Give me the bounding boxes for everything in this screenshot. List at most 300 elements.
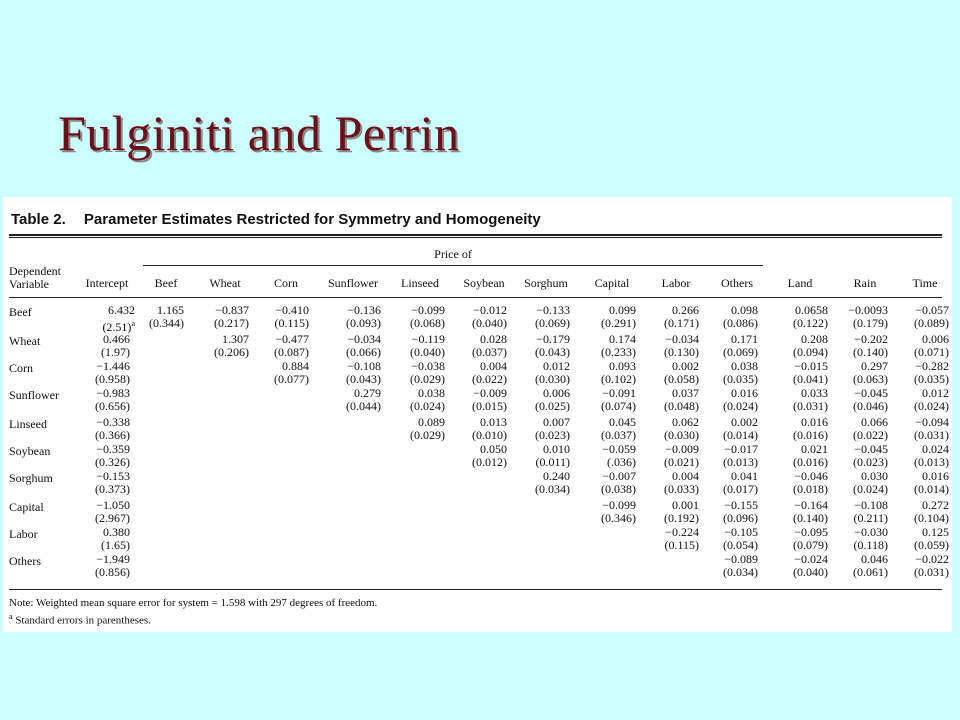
cell-standard-error bbox=[914, 539, 949, 552]
cell-estimate: −0.034 bbox=[347, 332, 381, 346]
cell-standard-error bbox=[214, 317, 249, 330]
cell-estimate: −0.155 bbox=[724, 498, 758, 512]
cell-standard-error bbox=[793, 512, 828, 525]
table-cell bbox=[535, 333, 570, 359]
cell-standard-error-value: (0.022) bbox=[853, 428, 888, 442]
cell-estimate: 0.012 bbox=[543, 359, 570, 373]
cell-standard-error-value: (0.035) bbox=[914, 372, 949, 386]
cell-standard-error bbox=[853, 346, 888, 359]
cell-estimate: 0.002 bbox=[672, 359, 699, 373]
table-cell bbox=[274, 304, 309, 330]
cell-estimate: 0.030 bbox=[861, 469, 888, 483]
cell-standard-error bbox=[723, 429, 758, 442]
cell-estimate: −0.038 bbox=[411, 359, 445, 373]
cell-standard-error bbox=[793, 346, 828, 359]
cell-standard-error bbox=[723, 400, 758, 413]
cell-estimate: 0.050 bbox=[480, 442, 507, 456]
cell-standard-error-value: (0.096) bbox=[723, 511, 758, 525]
table-cell bbox=[472, 443, 507, 469]
cell-standard-error bbox=[472, 373, 507, 386]
cell-standard-error-value: (0.089) bbox=[914, 316, 949, 330]
table-cell bbox=[914, 499, 949, 525]
row-label: Sunflower bbox=[9, 388, 59, 402]
cell-standard-error bbox=[723, 317, 758, 330]
row-label: Wheat bbox=[9, 334, 41, 348]
cell-standard-error bbox=[214, 346, 249, 359]
cell-standard-error bbox=[95, 566, 130, 579]
cell-standard-error bbox=[664, 483, 699, 496]
cell-standard-error bbox=[410, 400, 445, 413]
cell-standard-error bbox=[410, 373, 445, 386]
table-cell bbox=[793, 443, 828, 469]
cell-standard-error bbox=[95, 456, 130, 469]
cell-standard-error bbox=[149, 317, 184, 330]
cell-standard-error-value: (0.344) bbox=[149, 316, 184, 330]
cell-standard-error bbox=[95, 400, 130, 413]
cell-estimate: −0.477 bbox=[275, 332, 309, 346]
cell-estimate: −0.012 bbox=[473, 303, 507, 317]
cell-estimate: −1.446 bbox=[96, 359, 130, 373]
column-header: Intercept bbox=[85, 276, 129, 290]
cell-standard-error-value: (0.130) bbox=[664, 345, 699, 359]
cell-standard-error bbox=[793, 373, 828, 386]
table-cell bbox=[723, 470, 758, 496]
cell-estimate: −0.153 bbox=[96, 469, 130, 483]
cell-standard-error-value: (0.068) bbox=[410, 316, 445, 330]
table-cell bbox=[664, 499, 699, 525]
table-cell bbox=[853, 470, 888, 496]
cell-standard-error-value: (0.016) bbox=[793, 428, 828, 442]
cell-estimate: −0.015 bbox=[794, 359, 828, 373]
cell-standard-error bbox=[472, 429, 507, 442]
cell-estimate: −0.359 bbox=[96, 442, 130, 456]
cell-estimate: −0.119 bbox=[411, 332, 445, 346]
cell-estimate: −1.949 bbox=[96, 552, 130, 566]
cell-estimate: −0.059 bbox=[602, 442, 636, 456]
cell-estimate: −0.009 bbox=[665, 442, 699, 456]
table-cell bbox=[410, 387, 445, 413]
cell-estimate: 0.0658 bbox=[795, 303, 828, 317]
cell-standard-error-value: (0.029) bbox=[410, 428, 445, 442]
table-cell bbox=[601, 387, 636, 413]
cell-standard-error bbox=[723, 539, 758, 552]
row-label: Labor bbox=[9, 527, 38, 541]
cell-standard-error bbox=[601, 429, 636, 442]
cell-estimate: −0.024 bbox=[794, 552, 828, 566]
table-cell bbox=[793, 387, 828, 413]
cell-estimate: −0.0093 bbox=[848, 303, 888, 317]
cell-estimate: 0.033 bbox=[801, 386, 828, 400]
cell-standard-error bbox=[274, 346, 309, 359]
cell-standard-error-value: (0.024) bbox=[853, 482, 888, 496]
cell-standard-error bbox=[95, 512, 130, 525]
cell-estimate: 0.466 bbox=[103, 332, 130, 346]
cell-standard-error bbox=[472, 400, 507, 413]
cell-standard-error-value: (0.656) bbox=[95, 399, 130, 413]
table-cell bbox=[472, 360, 507, 386]
cell-standard-error-value: (0.115) bbox=[274, 316, 309, 330]
row-label: Corn bbox=[9, 361, 33, 375]
dependent-header-line-2: Variable bbox=[9, 277, 49, 291]
cell-standard-error-value: (0.058) bbox=[664, 372, 699, 386]
table-cell bbox=[914, 304, 949, 330]
cell-estimate: −0.837 bbox=[215, 303, 249, 317]
cell-standard-error-value: (0.140) bbox=[853, 345, 888, 359]
cell-estimate: −0.108 bbox=[347, 359, 381, 373]
table-cell bbox=[664, 360, 699, 386]
cell-estimate: −0.022 bbox=[915, 552, 949, 566]
cell-standard-error-value: (0.029) bbox=[410, 372, 445, 386]
cell-estimate: 0.066 bbox=[861, 415, 888, 429]
top-rule-thin bbox=[9, 237, 942, 238]
cell-estimate: −0.105 bbox=[724, 525, 758, 539]
cell-estimate: −0.094 bbox=[915, 415, 949, 429]
cell-standard-error-value: (0.017) bbox=[723, 482, 758, 496]
cell-standard-error bbox=[535, 346, 570, 359]
cell-standard-error-value: (0.373) bbox=[95, 482, 130, 496]
cell-standard-error-value: (0.326) bbox=[95, 455, 130, 469]
table-cell bbox=[346, 304, 381, 330]
table-cell bbox=[723, 416, 758, 442]
cell-estimate: 0.272 bbox=[922, 498, 949, 512]
cell-standard-error bbox=[664, 456, 699, 469]
table-cell bbox=[214, 304, 249, 330]
table-caption-text: Parameter Estimates Restricted for Symmetry and Homogeneity bbox=[83, 211, 541, 228]
column-header: Others bbox=[721, 276, 753, 290]
estimates-table bbox=[3, 197, 952, 632]
row-label: Linseed bbox=[9, 417, 47, 431]
table-cell bbox=[346, 360, 381, 386]
cell-estimate: 0.004 bbox=[672, 469, 699, 483]
cell-standard-error-value: (0.079) bbox=[793, 538, 828, 552]
cell-standard-error bbox=[601, 346, 636, 359]
cell-estimate: −0.338 bbox=[96, 415, 130, 429]
cell-estimate: 0.013 bbox=[480, 415, 507, 429]
cell-standard-error bbox=[664, 512, 699, 525]
cell-standard-error-value: (0.346) bbox=[601, 511, 636, 525]
cell-standard-error-value: (0.140) bbox=[793, 511, 828, 525]
footnote-marker: a bbox=[131, 319, 135, 328]
row-label: Soybean bbox=[9, 444, 51, 458]
table-cell bbox=[914, 553, 949, 579]
cell-standard-error bbox=[101, 539, 130, 552]
cell-standard-error bbox=[472, 346, 507, 359]
table-cell bbox=[472, 304, 507, 330]
cell-standard-error-value: (1.97) bbox=[101, 345, 130, 359]
table-cell bbox=[793, 526, 828, 552]
cell-standard-error-value: (0.041) bbox=[793, 372, 828, 386]
cell-estimate: −0.133 bbox=[536, 303, 570, 317]
cell-standard-error bbox=[101, 346, 130, 359]
cell-standard-error-value: (0.035) bbox=[723, 372, 758, 386]
cell-standard-error-value: (0.013) bbox=[723, 455, 758, 469]
cell-standard-error bbox=[535, 317, 570, 330]
cell-standard-error-value: (0.074) bbox=[601, 399, 636, 413]
table-cell bbox=[410, 416, 445, 442]
cell-estimate: −0.017 bbox=[724, 442, 758, 456]
cell-standard-error bbox=[723, 483, 758, 496]
row-label: Sorghum bbox=[9, 471, 53, 485]
table-cell bbox=[793, 499, 828, 525]
table-cell bbox=[95, 416, 130, 442]
cell-estimate: −0.095 bbox=[794, 525, 828, 539]
table-cell bbox=[723, 526, 758, 552]
table-cell bbox=[410, 304, 445, 330]
cell-standard-error-value: (0.211) bbox=[853, 511, 888, 525]
cell-estimate: 0.002 bbox=[731, 415, 758, 429]
cell-standard-error-value: (0.069) bbox=[535, 316, 570, 330]
cell-standard-error bbox=[95, 373, 130, 386]
table-cell bbox=[149, 304, 184, 330]
cell-standard-error-value: (0.024) bbox=[914, 399, 949, 413]
cell-standard-error bbox=[346, 317, 381, 330]
cell-standard-error-value: (0.063) bbox=[853, 372, 888, 386]
cell-estimate: −0.045 bbox=[854, 442, 888, 456]
cell-standard-error-value: (0.291) bbox=[601, 316, 636, 330]
column-header: Sunflower bbox=[328, 276, 378, 290]
cell-standard-error bbox=[853, 566, 888, 579]
cell-standard-error-value: (0.011) bbox=[535, 455, 570, 469]
cell-standard-error-value: (0.038) bbox=[601, 482, 636, 496]
cell-estimate: 0.174 bbox=[609, 332, 636, 346]
cell-standard-error bbox=[848, 317, 888, 330]
cell-standard-error bbox=[535, 429, 570, 442]
cell-estimate: 0.099 bbox=[609, 303, 636, 317]
table-cell bbox=[793, 360, 828, 386]
cell-standard-error bbox=[535, 456, 570, 469]
cell-standard-error-value: (0.179) bbox=[853, 316, 888, 330]
cell-estimate: −0.099 bbox=[602, 498, 636, 512]
table-cell bbox=[914, 526, 949, 552]
cell-standard-error-value: (0.024) bbox=[410, 399, 445, 413]
cell-estimate: −0.089 bbox=[724, 552, 758, 566]
table-cell bbox=[914, 333, 949, 359]
cell-standard-error-value: (0.010) bbox=[472, 428, 507, 442]
cell-standard-error-value: (0.192) bbox=[664, 511, 699, 525]
cell-standard-error bbox=[914, 346, 949, 359]
cell-standard-error-value: (0.030) bbox=[664, 428, 699, 442]
table-cell bbox=[601, 360, 636, 386]
cell-standard-error-value: (0.093) bbox=[346, 316, 381, 330]
table-cell bbox=[274, 333, 309, 359]
footnote-marker: a bbox=[9, 612, 13, 621]
cell-standard-error-value: (0.856) bbox=[95, 565, 130, 579]
cell-estimate: −0.030 bbox=[854, 525, 888, 539]
column-header: Wheat bbox=[209, 276, 241, 290]
cell-standard-error-value: (0.021) bbox=[664, 455, 699, 469]
cell-standard-error bbox=[914, 317, 949, 330]
table-cell bbox=[853, 360, 888, 386]
cell-standard-error bbox=[664, 429, 699, 442]
table-cell bbox=[102, 304, 135, 334]
cell-estimate: 0.016 bbox=[731, 386, 758, 400]
table-cell bbox=[472, 387, 507, 413]
dependent-variable-header bbox=[9, 265, 61, 291]
table-cell bbox=[274, 360, 309, 386]
cell-standard-error-value: (0.034) bbox=[535, 482, 570, 496]
table-cell bbox=[664, 526, 699, 552]
cell-standard-error bbox=[410, 346, 445, 359]
cell-standard-error bbox=[664, 317, 699, 330]
cell-standard-error bbox=[793, 539, 828, 552]
table-cell bbox=[914, 387, 949, 413]
cell-standard-error bbox=[601, 483, 636, 496]
column-header: Sorghum bbox=[524, 276, 568, 290]
cell-standard-error-value: (0.066) bbox=[346, 345, 381, 359]
table-cell bbox=[101, 333, 130, 359]
table-cell bbox=[853, 387, 888, 413]
cell-standard-error-value: (0.958) bbox=[95, 372, 130, 386]
cell-estimate: 1.307 bbox=[222, 332, 249, 346]
cell-standard-error bbox=[914, 456, 949, 469]
cell-standard-error-value: (0.046) bbox=[853, 399, 888, 413]
cell-standard-error-value: (0.048) bbox=[664, 399, 699, 413]
cell-standard-error bbox=[793, 317, 828, 330]
cell-standard-error-value: (0.122) bbox=[793, 316, 828, 330]
cell-standard-error bbox=[601, 512, 636, 525]
table-cell bbox=[664, 470, 699, 496]
cell-standard-error bbox=[723, 373, 758, 386]
table-cell bbox=[95, 553, 130, 579]
cell-standard-error-value: (0.077) bbox=[274, 372, 309, 386]
table-cell bbox=[914, 360, 949, 386]
column-header: Soybean bbox=[463, 276, 505, 290]
table-cell bbox=[664, 304, 699, 330]
cell-standard-error-value: (0.031) bbox=[793, 399, 828, 413]
cell-standard-error-value: (2.967) bbox=[95, 511, 130, 525]
cell-standard-error bbox=[793, 483, 828, 496]
table-cell bbox=[535, 416, 570, 442]
cell-standard-error-value: (0.031) bbox=[914, 565, 949, 579]
table-cell bbox=[723, 499, 758, 525]
cell-standard-error-value: (0.094) bbox=[793, 345, 828, 359]
cell-standard-error-value: (0.206) bbox=[214, 345, 249, 359]
cell-standard-error-value: (0.013) bbox=[914, 455, 949, 469]
cell-standard-error-value: (0.086) bbox=[723, 316, 758, 330]
cell-standard-error-value: (.036) bbox=[607, 455, 636, 469]
cell-standard-error bbox=[853, 373, 888, 386]
table-cell bbox=[723, 443, 758, 469]
cell-estimate: 0.037 bbox=[672, 386, 699, 400]
cell-estimate: 0.004 bbox=[480, 359, 507, 373]
cell-standard-error bbox=[793, 566, 828, 579]
cell-standard-error bbox=[853, 483, 888, 496]
cell-estimate: 0.098 bbox=[731, 303, 758, 317]
cell-standard-error-value: (0.115) bbox=[664, 538, 699, 552]
cell-estimate: −0.099 bbox=[411, 303, 445, 317]
dependent-header-line-1: Dependent bbox=[9, 264, 61, 278]
cell-standard-error bbox=[274, 373, 309, 386]
cell-estimate: −0.108 bbox=[854, 498, 888, 512]
cell-standard-error-value: (0.102) bbox=[601, 372, 636, 386]
table-cell bbox=[95, 387, 130, 413]
cell-standard-error bbox=[535, 373, 570, 386]
table-cell bbox=[853, 333, 888, 359]
cell-standard-error-value: (1.65) bbox=[101, 538, 130, 552]
column-header: Labor bbox=[661, 276, 691, 290]
cell-estimate: 0.021 bbox=[801, 442, 828, 456]
cell-estimate: −0.983 bbox=[96, 386, 130, 400]
cell-standard-error bbox=[664, 539, 699, 552]
cell-standard-error-value: (0.054) bbox=[723, 538, 758, 552]
table-cell bbox=[346, 333, 381, 359]
table-footnote bbox=[9, 612, 151, 627]
table-cell bbox=[601, 304, 636, 330]
table-cell bbox=[853, 526, 888, 552]
cell-standard-error-value: (0.171) bbox=[664, 316, 699, 330]
cell-standard-error bbox=[472, 317, 507, 330]
cell-estimate: 0.884 bbox=[282, 359, 309, 373]
cell-standard-error bbox=[346, 373, 381, 386]
cell-standard-error bbox=[664, 346, 699, 359]
cell-estimate: 0.089 bbox=[418, 415, 445, 429]
cell-standard-error bbox=[95, 483, 130, 496]
cell-estimate: 0.028 bbox=[480, 332, 507, 346]
column-header: Capital bbox=[594, 276, 630, 290]
slide-title: Fulginiti and Perrin bbox=[58, 105, 460, 161]
cell-standard-error-value: (0.071) bbox=[914, 345, 949, 359]
table-cell bbox=[793, 470, 828, 496]
cell-standard-error-value: (2.51) bbox=[102, 320, 132, 334]
cell-standard-error-value: (0.087) bbox=[274, 345, 309, 359]
table-cell bbox=[535, 470, 570, 496]
cell-estimate: 0.001 bbox=[672, 498, 699, 512]
cell-standard-error-value: (0.016) bbox=[793, 455, 828, 469]
price-of-header: Price of bbox=[434, 247, 472, 261]
footnote-text: Standard errors in parentheses. bbox=[15, 614, 151, 627]
row-label: Others bbox=[9, 554, 41, 568]
table-cell bbox=[101, 526, 130, 552]
table-cell bbox=[601, 416, 636, 442]
column-header: Linseed bbox=[401, 276, 439, 290]
table-cell bbox=[793, 333, 828, 359]
bottom-rule bbox=[9, 589, 942, 590]
table-cell bbox=[472, 333, 507, 359]
table-cell bbox=[664, 443, 699, 469]
cell-standard-error bbox=[793, 456, 828, 469]
cell-estimate: −0.224 bbox=[665, 525, 699, 539]
cell-estimate: 0.038 bbox=[418, 386, 445, 400]
table-number: Table 2. bbox=[11, 211, 66, 228]
table-cell bbox=[723, 387, 758, 413]
table-caption bbox=[11, 211, 541, 228]
table-cell bbox=[95, 470, 130, 496]
column-header: Corn bbox=[274, 276, 298, 290]
cell-estimate: −0.136 bbox=[347, 303, 381, 317]
table-cell bbox=[535, 387, 570, 413]
column-header: Beef bbox=[154, 276, 178, 290]
cell-estimate: −0.202 bbox=[854, 332, 888, 346]
cell-estimate: 0.007 bbox=[543, 415, 570, 429]
cell-estimate: −0.046 bbox=[794, 469, 828, 483]
cell-estimate: −0.410 bbox=[275, 303, 309, 317]
table-cell bbox=[914, 443, 949, 469]
cell-standard-error-value: (0.061) bbox=[853, 565, 888, 579]
cell-standard-error bbox=[793, 429, 828, 442]
cell-estimate: −0.057 bbox=[915, 303, 949, 317]
cell-estimate: 0.266 bbox=[672, 303, 699, 317]
table-cell bbox=[723, 304, 758, 330]
table-cell bbox=[410, 360, 445, 386]
table-cell bbox=[914, 416, 949, 442]
cell-estimate: −1.050 bbox=[96, 498, 130, 512]
cell-standard-error bbox=[601, 400, 636, 413]
table-cell bbox=[601, 470, 636, 496]
table-cell bbox=[723, 333, 758, 359]
cell-standard-error bbox=[853, 512, 888, 525]
cell-estimate: 0.297 bbox=[861, 359, 888, 373]
table-cell bbox=[793, 553, 828, 579]
